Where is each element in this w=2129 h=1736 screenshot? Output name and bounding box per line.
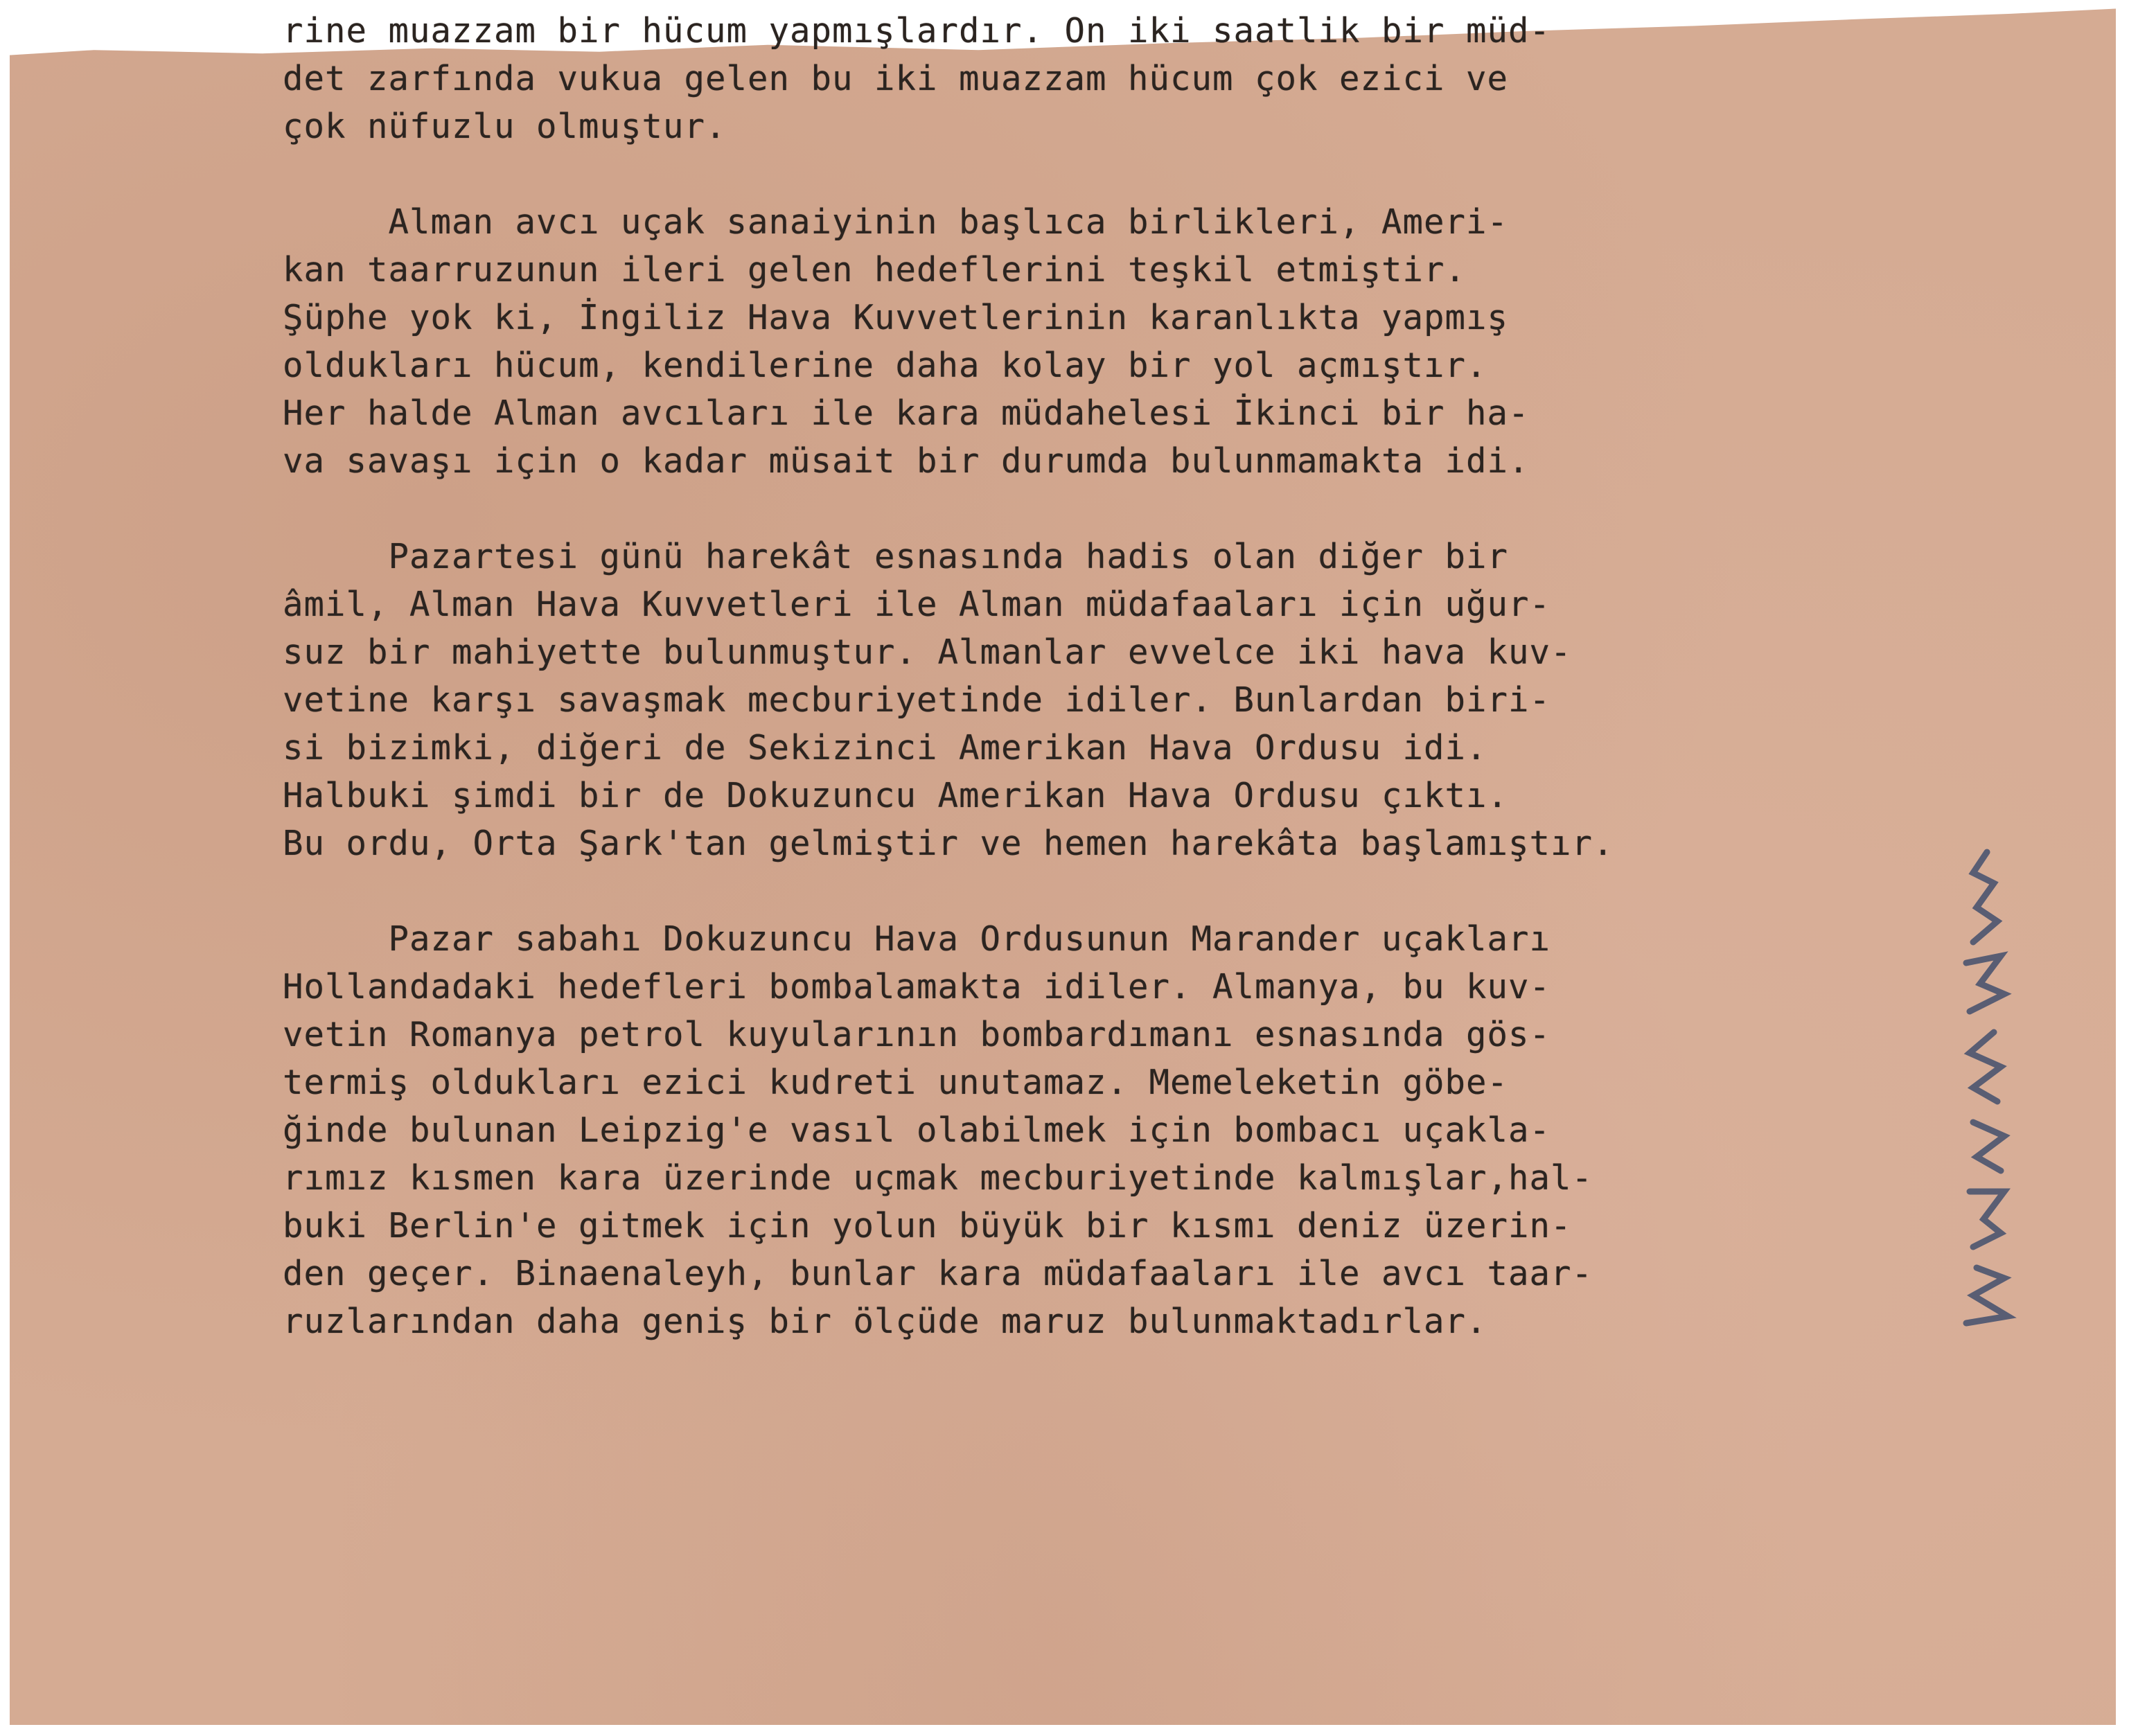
- typewritten-text: rine muazzam bir hücum yapmışlardır. On iki saatlik bir müd- det zarfında vukua gelen bu iki muazzam hücum çok ezici ve çok nüfuzlu olmuştur. Alman avcı uçak sanaiyinin başlıca birlikleri, Ameri- kan taarruzunun ileri gelen hedeflerini teşkil etmiştir. Şüphe yok ki, İngiliz Hava Kuvvetlerinin karanlıkta yapmış oldukları hücum, kendilerine daha kolay bir yol açmıştır. Her halde Alman avcıları ile kara müdahelesi İkinci bir ha- va savaşı için o kadar müsait bir durumda bulunmamakta idi. Pazartesi günü harekât esnasında hadis olan diğer bir âmil, Alman Hava Kuvvetleri ile Alman müdafaaları için uğur- suz bir mahiyette bulunmuştur. Almanlar evvelce iki hava kuv- vetine karşı savaşmak mecburiyetinde idiler. Bunlardan biri- si bizimki, diğeri de Sekizinci Amerikan Hava Ordusu idi. Halbuki şimdi bir de Dokuzuncu Amerikan Hava Ordusu çıktı. Bu ordu, Orta Şark'tan gelmiştir ve hemen harekâta başlamıştır. Pazar sabahı Dokuzuncu Hava Ordusunun Marander uçakları Hollandadaki hedefleri bombalamakta idiler. Almanya, bu kuv- vetin Romanya petrol kuyularının bombardımanı esnasında gös- termiş oldukları ezici kudreti unutamaz. Memeleketin göbe- ğinde bulunan Leipzig'e vasıl olabilmek için bombacı uçakla- rımız kısmen kara üzerinde uçmak mecburiyetinde kalmışlar,hal- buki Berlin'e gitmek için yolun büyük bir kısmı deniz üzerin- den geçer. Binaenaleyh, bunlar kara müdafaaları ile avcı taar- ruzlarından daha geniş bir ölçüde maruz bulunmaktadırlar.: [283, 11, 1614, 1341]
- stamp-mark: [1945, 845, 2029, 1330]
- library-stamp: [1945, 845, 2029, 1330]
